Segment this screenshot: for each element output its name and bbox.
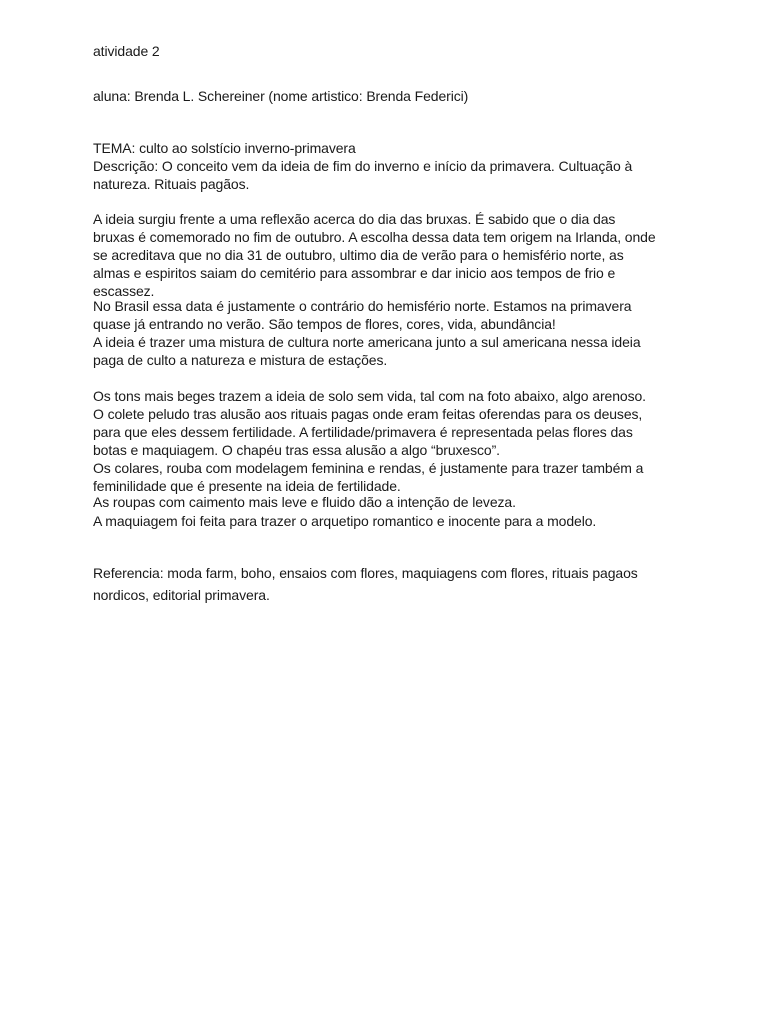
text-line: As roupas com caimento mais leve e fluido dão a intenção de leveza. [93, 494, 516, 510]
text-line: se acreditava que no dia 31 de outubro, ultimo dia de verão para o hemisfério norte, as [93, 247, 624, 263]
text-line: bruxas é comemorado no fim de outubro. A escolha dessa data tem origem na Irlanda, onde [93, 229, 656, 245]
text-line: escassez. [93, 283, 155, 299]
text-line: para que eles dessem fertilidade. A fertilidade/primavera é representada pelas flores das [93, 424, 633, 440]
text-line: Os tons mais beges trazem a ideia de solo sem vida, tal com na foto abaixo, algo arenoso. [93, 388, 646, 404]
text-line: Os colares, rouba com modelagem feminina e rendas, é justamente para trazer também a [93, 460, 644, 476]
description-line: Descrição: O conceito vem da ideia de fim do inverno e início da primavera. Cultuação à [93, 158, 633, 174]
text-line: paga de culto a natureza e mistura de estações. [93, 352, 388, 368]
text-line: O colete peludo tras alusão aos rituais pagas onde eram feitas oferendas para os deuses, [93, 406, 643, 422]
text-line: almas e espiritos saiam do cemitério para assombrar e dar inicio aos tempos de frio e [93, 265, 616, 281]
text-line: botas e maquiagem. O chapéu tras essa alusão a algo “bruxesco”. [93, 442, 500, 458]
text-line: A ideia é trazer uma mistura de cultura norte americana junto a sul americana nessa ideia [93, 334, 641, 350]
description-line: natureza. Rituais pagãos. [93, 176, 250, 192]
text-line: A maquiagem foi feita para trazer o arquetipo romantico e inocente para a modelo. [93, 513, 597, 529]
text-line: feminilidade que é presente na ideia de fertilidade. [93, 478, 401, 494]
student-name-line: aluna: Brenda L. Schereiner (nome artistico: Brenda Federici) [93, 88, 469, 104]
reference-line: nordicos, editorial primavera. [93, 587, 270, 603]
theme-line: TEMA: culto ao solstício inverno-primavera [93, 140, 356, 156]
text-line: No Brasil essa data é justamente o contrário do hemisfério norte. Estamos na primavera [93, 298, 632, 314]
text-line: quase já entrando no verão. São tempos de flores, cores, vida, abundância! [93, 316, 556, 332]
text-line: A ideia surgiu frente a uma reflexão acerca do dia das bruxas. É sabido que o dia das [93, 211, 616, 227]
activity-heading: atividade 2 [93, 43, 160, 59]
reference-line: Referencia: moda farm, boho, ensaios com flores, maquiagens com flores, rituais pagaos [93, 565, 638, 581]
